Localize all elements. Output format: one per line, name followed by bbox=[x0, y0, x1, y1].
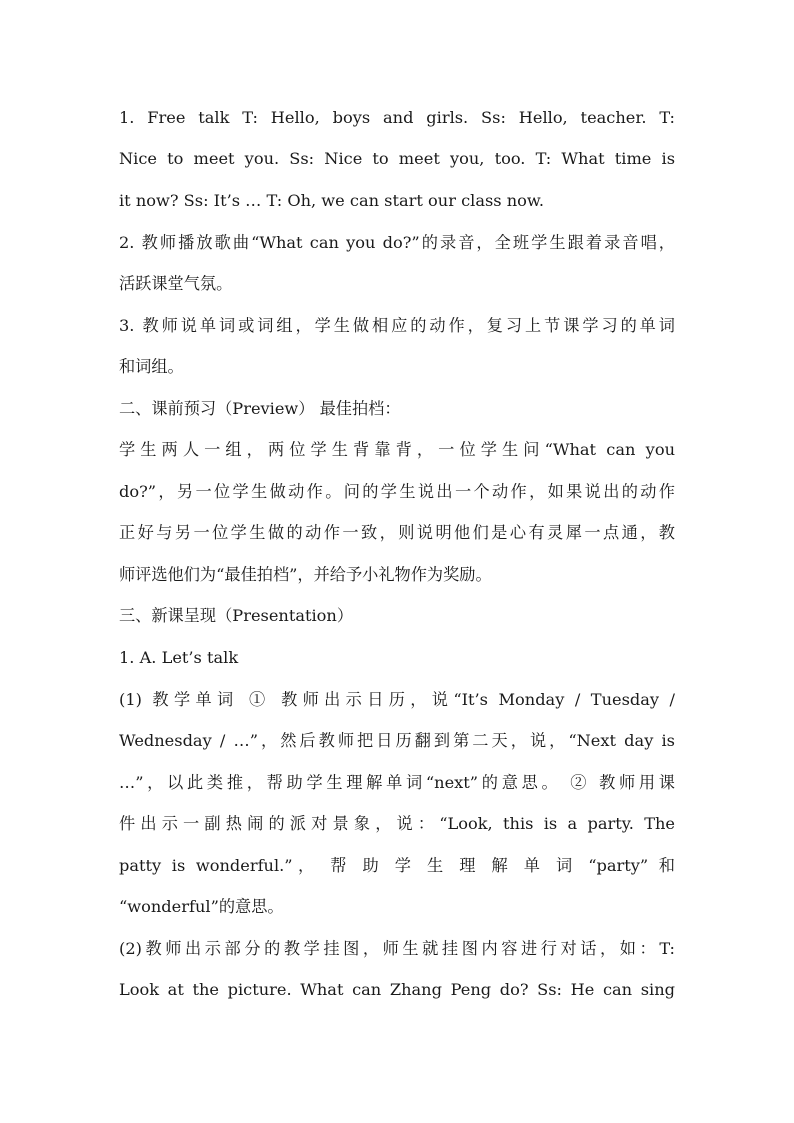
text-line-2: Nice to meet you. Ss: Nice to meet you, too. T: What time is bbox=[119, 149, 675, 168]
text-line-11: 正好与另一位学生做的动作一致，则说明他们是心有灵犀一点通，教 bbox=[119, 523, 675, 542]
section-heading-presentation: 三、新课呈现（Presentation） bbox=[119, 606, 354, 625]
text-line-1: 1. Free talk T: Hello, boys and girls. Ss: Hello, teacher. T: bbox=[119, 108, 675, 127]
text-line-22: Look at the picture. What can Zhang Peng do? Ss: He can sing bbox=[119, 980, 675, 999]
text-line-17: …”，以此类推，帮助学生理解单词“next”的意思。 ② 教师用课 bbox=[119, 773, 675, 792]
text-line-10: do?”，另一位学生做动作。问的学生说出一个动作，如果说出的动作 bbox=[119, 482, 675, 501]
text-line-16: Wednesday / …”，然后教师把日历翻到第二天，说，“Next day is bbox=[119, 731, 675, 750]
text-line-4: 2. 教师播放歌曲“What can you do?”的录音，全班学生跟着录音唱， bbox=[119, 233, 675, 252]
text-line-18: 件出示一副热闹的派对景象，说：“Look, this is a party. The bbox=[119, 814, 675, 833]
text-line-19: patty is wonderful.”， 帮 助 学 生 理 解 单 词 “party” 和 bbox=[119, 856, 675, 875]
text-line-7: 和词组。 bbox=[119, 357, 184, 376]
text-line-15: (1) 教学单词 ① 教师出示日历，说“It’s Monday / Tuesday / bbox=[119, 690, 675, 709]
text-line-3: it now? Ss: It’s … T: Oh, we can start our class now. bbox=[119, 191, 544, 210]
text-line-20: “wonderful”的意思。 bbox=[119, 897, 284, 916]
text-line-9: 学生两人一组，两位学生背靠背，一位学生问“What can you bbox=[119, 440, 675, 459]
section-heading-preview: 二、课前预习（Preview） 最佳拍档： bbox=[119, 399, 401, 418]
text-line-6: 3. 教师说单词或词组，学生做相应的动作，复习上节课学习的单词 bbox=[119, 316, 675, 335]
text-line-12: 师评选他们为“最佳拍档”，并给予小礼物作为奖励。 bbox=[119, 565, 492, 584]
subsection-heading-lets-talk: 1. A. Let’s talk bbox=[119, 648, 239, 667]
text-line-5: 活跃课堂气氛。 bbox=[119, 274, 233, 293]
text-line-21: (2)教师出示部分的教学挂图，师生就挂图内容进行对话，如：T: bbox=[119, 939, 675, 958]
